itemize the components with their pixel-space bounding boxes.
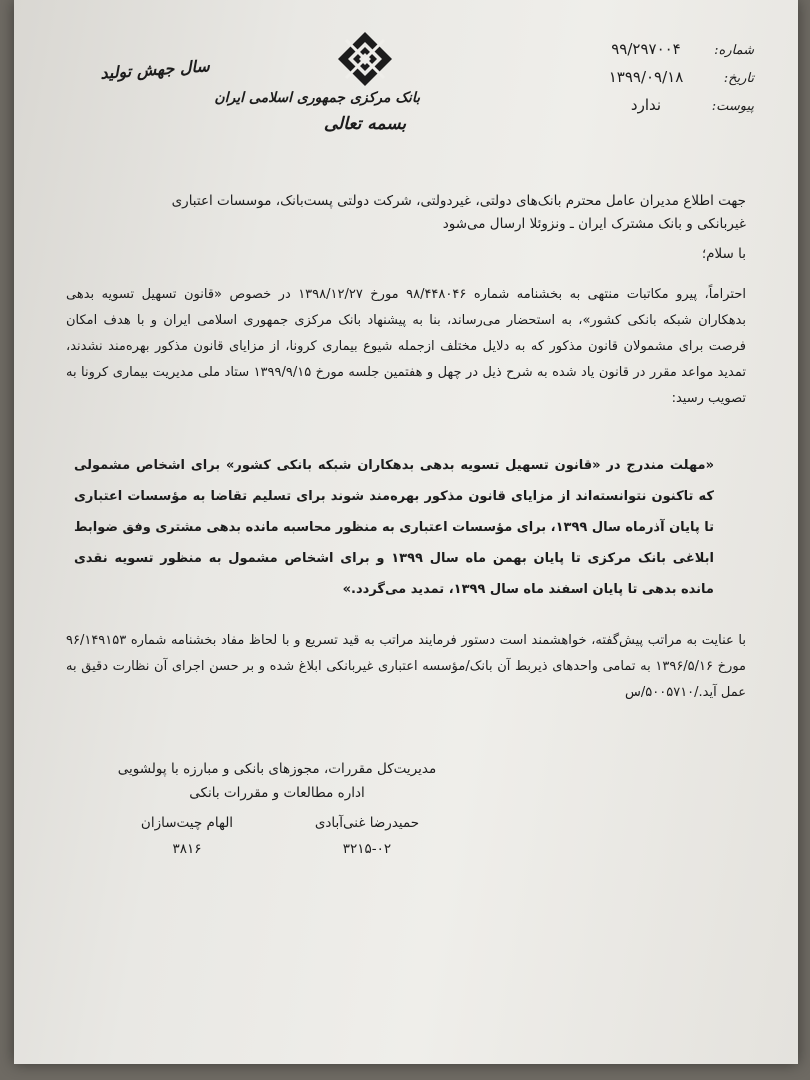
signature-departments xyxy=(112,757,442,805)
addressee-line-1: جهت اطلاع مدیران عامل محترم بانک‌های دولتی، غیردولتی، شرکت دولتی پست‌بانک، موسسات اعتباری xyxy=(171,193,746,209)
letter-number-value: ۹۹/۲۹۷۰۰۴ xyxy=(611,40,681,58)
closing-paragraph: با عنایت به مراتب پیش‌گفته، خواهشمند است دستور فرمایند مراتب به قید تسریع و با لحاظ مفاد بخشنامه شماره ۹۶/۱۴۹۱۵۳ مورخ ۱۳۹۶/۵/۱۶ به تمامی واحدهای ذیربط آن بانک/مؤسسه اعتباری غیربانکی ابلاغ شده و بر حسن اجرای آن نظارت دقیق به عمل آید./۵۰۰۵۷۱۰/س xyxy=(66,633,747,700)
letter-attachment-row xyxy=(584,92,754,120)
year-slogan: سال جهش تولید xyxy=(99,56,211,83)
bank-logo-block xyxy=(214,30,420,134)
letter-number-row xyxy=(584,36,754,64)
letter-date-value: ۱۳۹۹/۰۹/۱۸ xyxy=(608,68,684,86)
letter-date-row xyxy=(584,64,754,92)
signer-2-name: الهام چیت‌سازان xyxy=(140,815,234,831)
salutation: با سلام؛ xyxy=(701,246,746,262)
signature-department-1: مدیریت‌کل مقررات، مجوزهای بانکی و مبارزه با پولشویی xyxy=(117,761,437,777)
signer-2-code: ۳۸۱۶ xyxy=(172,841,202,857)
signature-row xyxy=(112,810,442,862)
bank-name: بانک مرکزی جمهوری اسلامی ایران xyxy=(214,90,420,106)
bismillah-heading: بسمه تعالی xyxy=(323,114,407,134)
letter-number-label: شماره: xyxy=(714,43,754,58)
addressee-line-2: غیربانکی و بانک مشترک ایران ـ ونزوئلا ارسال می‌شود xyxy=(442,216,746,232)
letter-page xyxy=(14,0,798,1064)
letter-attachment-label: پیوست: xyxy=(711,99,754,114)
letter-date-label: تاریخ: xyxy=(723,71,754,86)
quoted-resolution: «مهلت مندرج در «قانون تسهیل تسویه بدهی بدهکاران شبکه بانکی کشور» برای اشخاص مشمولی که تاکنون نتوانسته‌اند از مزایای قانون مذکور بهره‌مند شوند برای تسلیم تقاضا به مؤسسات اعتباری تا پایان آذرماه سال ۱۳۹۹، برای مؤسسات اعتباری به منظور محاسبه مانده بدهی مشتری وفق ضوابط ابلاغی بانک مرکزی تا پایان بهمن ماه سال ۱۳۹۹ و برای اشخاص مشمول به منظور تسویه نقدی مانده بدهی تا پایان اسفند ماه سال ۱۳۹۹، تمدید می‌گردد.» xyxy=(74,458,715,597)
central-bank-logo-icon xyxy=(336,30,394,88)
letter-attachment-value: ندارد xyxy=(630,96,662,114)
letter-header-meta xyxy=(584,36,754,120)
body-paragraph: احتراماً، پیرو مکاتبات منتهی به بخشنامه شماره ۹۸/۴۴۸۰۴۶ مورخ ۱۳۹۸/۱۲/۲۷ در خصوص «قانون تسهیل تسویه بدهی بدهکاران شبکه بانکی کشور»، به استحضار می‌رساند، بنا به پیشنهاد بانک مرکزی جمهوری اسلامی ایران و با هدف امکان فرصت برای مشمولان قانون مذکور که به دلایل مختلف ازجمله شیوع بیماری کرونا، از مزایای قانون مذکور بهره‌مند نشدند، تمدید مواعد مقرر در قانون یاد شده به شرح ذیل در چهل و هفتمین جلسه مورخ ۱۳۹۹/۹/۱۵ ستاد ملی مدیریت بیماری کرونا به تصویب رسید: xyxy=(66,287,747,406)
signer-1-name: حمیدرضا غنی‌آبادی xyxy=(314,815,420,831)
addressee-block xyxy=(56,190,746,236)
signer-1-code: ۳۲۱۵-۰۲ xyxy=(342,841,392,857)
signature-department-2: اداره مطالعات و مقررات بانکی xyxy=(189,785,365,801)
signer-1 xyxy=(292,810,442,862)
signer-2 xyxy=(112,810,262,862)
